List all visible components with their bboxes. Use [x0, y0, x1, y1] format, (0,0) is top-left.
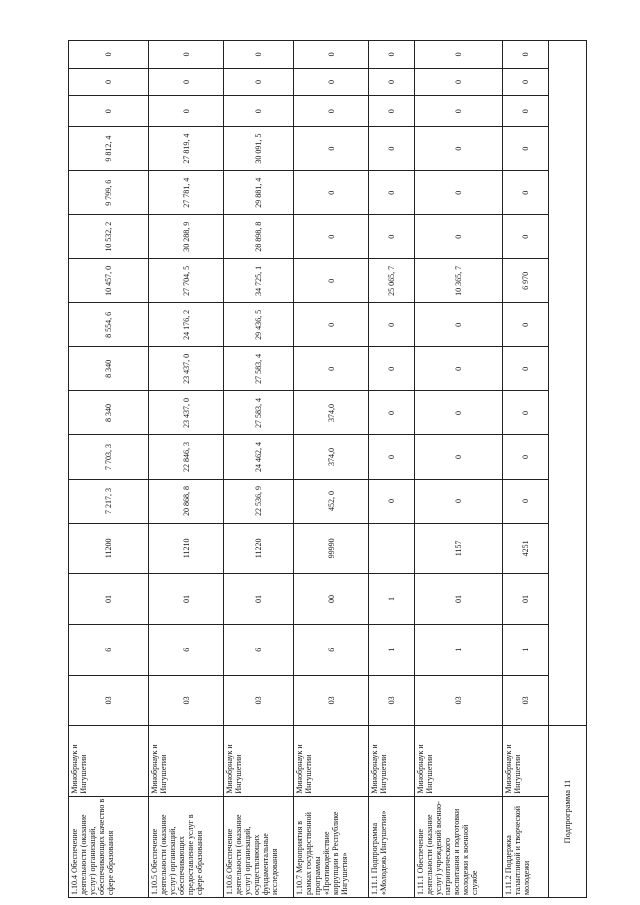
- row-3-executor: Минобрнаук и Ингушетии: [224, 726, 294, 796]
- row-3-value: 28 898, 8: [224, 215, 294, 259]
- row-5-code-1: 03: [369, 675, 415, 726]
- row-4-code-1: 03: [294, 675, 369, 726]
- row-4-value: 0: [294, 41, 369, 69]
- row-1-value: 8 340: [69, 391, 149, 435]
- row-1-executor: Минобрнаук и Ингушетии: [69, 726, 149, 796]
- table-row: [415, 41, 503, 898]
- row-2-value: 23 437, 0: [149, 347, 224, 391]
- row-7-value: 0: [503, 391, 549, 435]
- row-6-value: 0: [415, 479, 503, 523]
- row-5-name: 1.11.1 Подпрограмма «Молодежь Ингушетии»: [369, 796, 415, 897]
- row-3-value: 27 583, 4: [224, 391, 294, 435]
- subprogram-label: Подпрограмма 11: [549, 726, 587, 898]
- row-6-value: 0: [415, 215, 503, 259]
- table-row: [224, 41, 294, 898]
- row-2-value: 20 868, 8: [149, 479, 224, 523]
- row-7-value: 0: [503, 347, 549, 391]
- table-row: [294, 41, 369, 898]
- table-row: [549, 41, 587, 898]
- row-2-name: 1.10.5 Обеспечение деятельности (оказание услуг) организаций, обеспечивающих предоставление услуг в сфере образования: [149, 796, 224, 897]
- row-1-value: 0: [69, 96, 149, 127]
- row-2-value: 27 781, 4: [149, 171, 224, 215]
- budget-table-rotated: [68, 40, 586, 898]
- row-1-value: 8 340: [69, 347, 149, 391]
- row-4-value: 0: [294, 215, 369, 259]
- row-4-value: 0: [294, 303, 369, 347]
- row-7-executor: Минобрнаук и Ингушетии: [503, 726, 549, 796]
- row-5-value: 0: [369, 171, 415, 215]
- row-2-value: 27 819, 4: [149, 127, 224, 171]
- row-4-value: 0: [294, 96, 369, 127]
- budget-table: [68, 40, 587, 898]
- row-7-code-3: 01: [503, 574, 549, 625]
- row-5-value: 25 065, 7: [369, 259, 415, 303]
- row-7-value: 0: [503, 127, 549, 171]
- row-6-value: 0: [415, 96, 503, 127]
- row-5-value: 0: [369, 41, 415, 69]
- row-5-value: 0: [369, 479, 415, 523]
- row-3-code-3: 01: [224, 574, 294, 625]
- row-7-value: 0: [503, 41, 549, 69]
- row-6-value: 0: [415, 171, 503, 215]
- row-1-name: 1.10.4 Обеспечение деятельности (оказание услуг) организаций, обеспечивающих качество в сфере образования: [69, 796, 149, 897]
- row-3-value: 29 881, 4: [224, 171, 294, 215]
- row-3-code-1: 03: [224, 675, 294, 726]
- row-7-code-1: 03: [503, 675, 549, 726]
- row-3-value: 24 462, 4: [224, 435, 294, 479]
- row-4-code-3: 00: [294, 574, 369, 625]
- row-7-value: 0: [503, 96, 549, 127]
- row-7-value: 0: [503, 215, 549, 259]
- row-2-value: 0: [149, 68, 224, 96]
- row-5-value: 0: [369, 435, 415, 479]
- row-2-value: 24 176, 2: [149, 303, 224, 347]
- row-2-executor: Минобрнаук и Ингушетии: [149, 726, 224, 796]
- row-2-code-2: 6: [149, 624, 224, 675]
- row-2-value: 30 288, 9: [149, 215, 224, 259]
- row-7-value: 6 970: [503, 259, 549, 303]
- row-5-value: 0: [369, 127, 415, 171]
- row-1-value: 0: [69, 41, 149, 69]
- row-7-code-2: 1: [503, 624, 549, 675]
- row-1-value: 8 554, 6: [69, 303, 149, 347]
- row-7-name: 1.11.2 Поддержка талантливой и творческой молодежи: [503, 796, 549, 897]
- row-6-value: 0: [415, 127, 503, 171]
- row-4-code-4: 99990: [294, 523, 369, 574]
- row-6-name: 1.11.1 Обеспечение деятельности (оказание услуг) учреждений военно-патриотического воспитания и подготовки молодежи к военной службе: [415, 796, 503, 897]
- row-3-value: 0: [224, 41, 294, 69]
- row-6-executor: Минобрнаук и Ингушетии: [415, 726, 503, 796]
- row-1-value: 0: [69, 68, 149, 96]
- row-6-value: 0: [415, 347, 503, 391]
- row-3-value: 0: [224, 96, 294, 127]
- row-2-code-1: 03: [149, 675, 224, 726]
- row-6-value: 0: [415, 391, 503, 435]
- row-1-code-4: 11200: [69, 523, 149, 574]
- row-7-value: 0: [503, 68, 549, 96]
- row-4-value: 374,0: [294, 391, 369, 435]
- table-row: [369, 41, 415, 898]
- row-1-value: 10 457, 0: [69, 259, 149, 303]
- row-5-value: 0: [369, 215, 415, 259]
- table-row: [503, 41, 549, 898]
- row-4-executor: Минобрнаук и Ингушетии: [294, 726, 369, 796]
- row-6-value: 10 365, 7: [415, 259, 503, 303]
- row-2-code-3: 01: [149, 574, 224, 625]
- row-6-code-2: 1: [415, 624, 503, 675]
- row-4-value: 452, 0: [294, 479, 369, 523]
- row-6-value: 0: [415, 435, 503, 479]
- row-2-value: 27 704, 5: [149, 259, 224, 303]
- row-2-value: 0: [149, 41, 224, 69]
- table-row: [149, 41, 224, 898]
- row-5-value: 0: [369, 303, 415, 347]
- row-6-value: 0: [415, 41, 503, 69]
- row-7-value: 0: [503, 479, 549, 523]
- row-1-value: 9 799, 6: [69, 171, 149, 215]
- row-1-value: 7 217, 3: [69, 479, 149, 523]
- row-7-code-4: 4251: [503, 523, 549, 574]
- table-row: [69, 41, 149, 898]
- row-7-value: 0: [503, 435, 549, 479]
- row-6-code-3: 01: [415, 574, 503, 625]
- row-4-value: 0: [294, 127, 369, 171]
- row-1-code-3: 01: [69, 574, 149, 625]
- row-5-code-3: 1: [369, 574, 415, 625]
- row-1-value: 10 532, 2: [69, 215, 149, 259]
- row-3-value: 22 536, 9: [224, 479, 294, 523]
- subprogram-row-empty: [549, 41, 587, 726]
- row-3-value: 27 583, 4: [224, 347, 294, 391]
- row-2-code-4: 11210: [149, 523, 224, 574]
- row-3-value: 0: [224, 68, 294, 96]
- row-5-value: 0: [369, 68, 415, 96]
- row-4-value: 0: [294, 68, 369, 96]
- row-2-value: 23 437, 0: [149, 391, 224, 435]
- row-4-name: 1.10.7 Мероприятия в рамках государственной программы «Противодействие коррупции в Республике Ингушетия»: [294, 796, 369, 897]
- row-1-value: 7 703, 3: [69, 435, 149, 479]
- row-1-code-2: 6: [69, 624, 149, 675]
- row-3-code-2: 6: [224, 624, 294, 675]
- row-7-value: 0: [503, 171, 549, 215]
- row-1-value: 9 812, 4: [69, 127, 149, 171]
- row-5-code-4: [369, 523, 415, 574]
- row-3-value: 29 436, 5: [224, 303, 294, 347]
- row-4-value: 0: [294, 259, 369, 303]
- row-2-value: 22 846, 3: [149, 435, 224, 479]
- row-6-code-1: 03: [415, 675, 503, 726]
- row-4-code-2: 6: [294, 624, 369, 675]
- row-6-code-4: 1157: [415, 523, 503, 574]
- row-3-name: 1.10.6 Обеспечение деятельности (оказание услуг) организаций, осуществляющих фундаментальные исследования: [224, 796, 294, 897]
- row-3-value: 34 725, 1: [224, 259, 294, 303]
- row-2-value: 0: [149, 96, 224, 127]
- row-6-value: 0: [415, 68, 503, 96]
- row-6-value: 0: [415, 303, 503, 347]
- row-5-executor: Минобрнаук и Ингушетии: [369, 726, 415, 796]
- row-4-value: 0: [294, 171, 369, 215]
- row-4-value: 0: [294, 347, 369, 391]
- row-3-value: 30 091, 5: [224, 127, 294, 171]
- row-5-value: 0: [369, 96, 415, 127]
- row-3-code-4: 11220: [224, 523, 294, 574]
- row-5-value: 0: [369, 347, 415, 391]
- row-5-value: 0: [369, 391, 415, 435]
- row-7-value: 0: [503, 303, 549, 347]
- row-4-value: 374,0: [294, 435, 369, 479]
- row-5-code-2: 1: [369, 624, 415, 675]
- row-1-code-1: 03: [69, 675, 149, 726]
